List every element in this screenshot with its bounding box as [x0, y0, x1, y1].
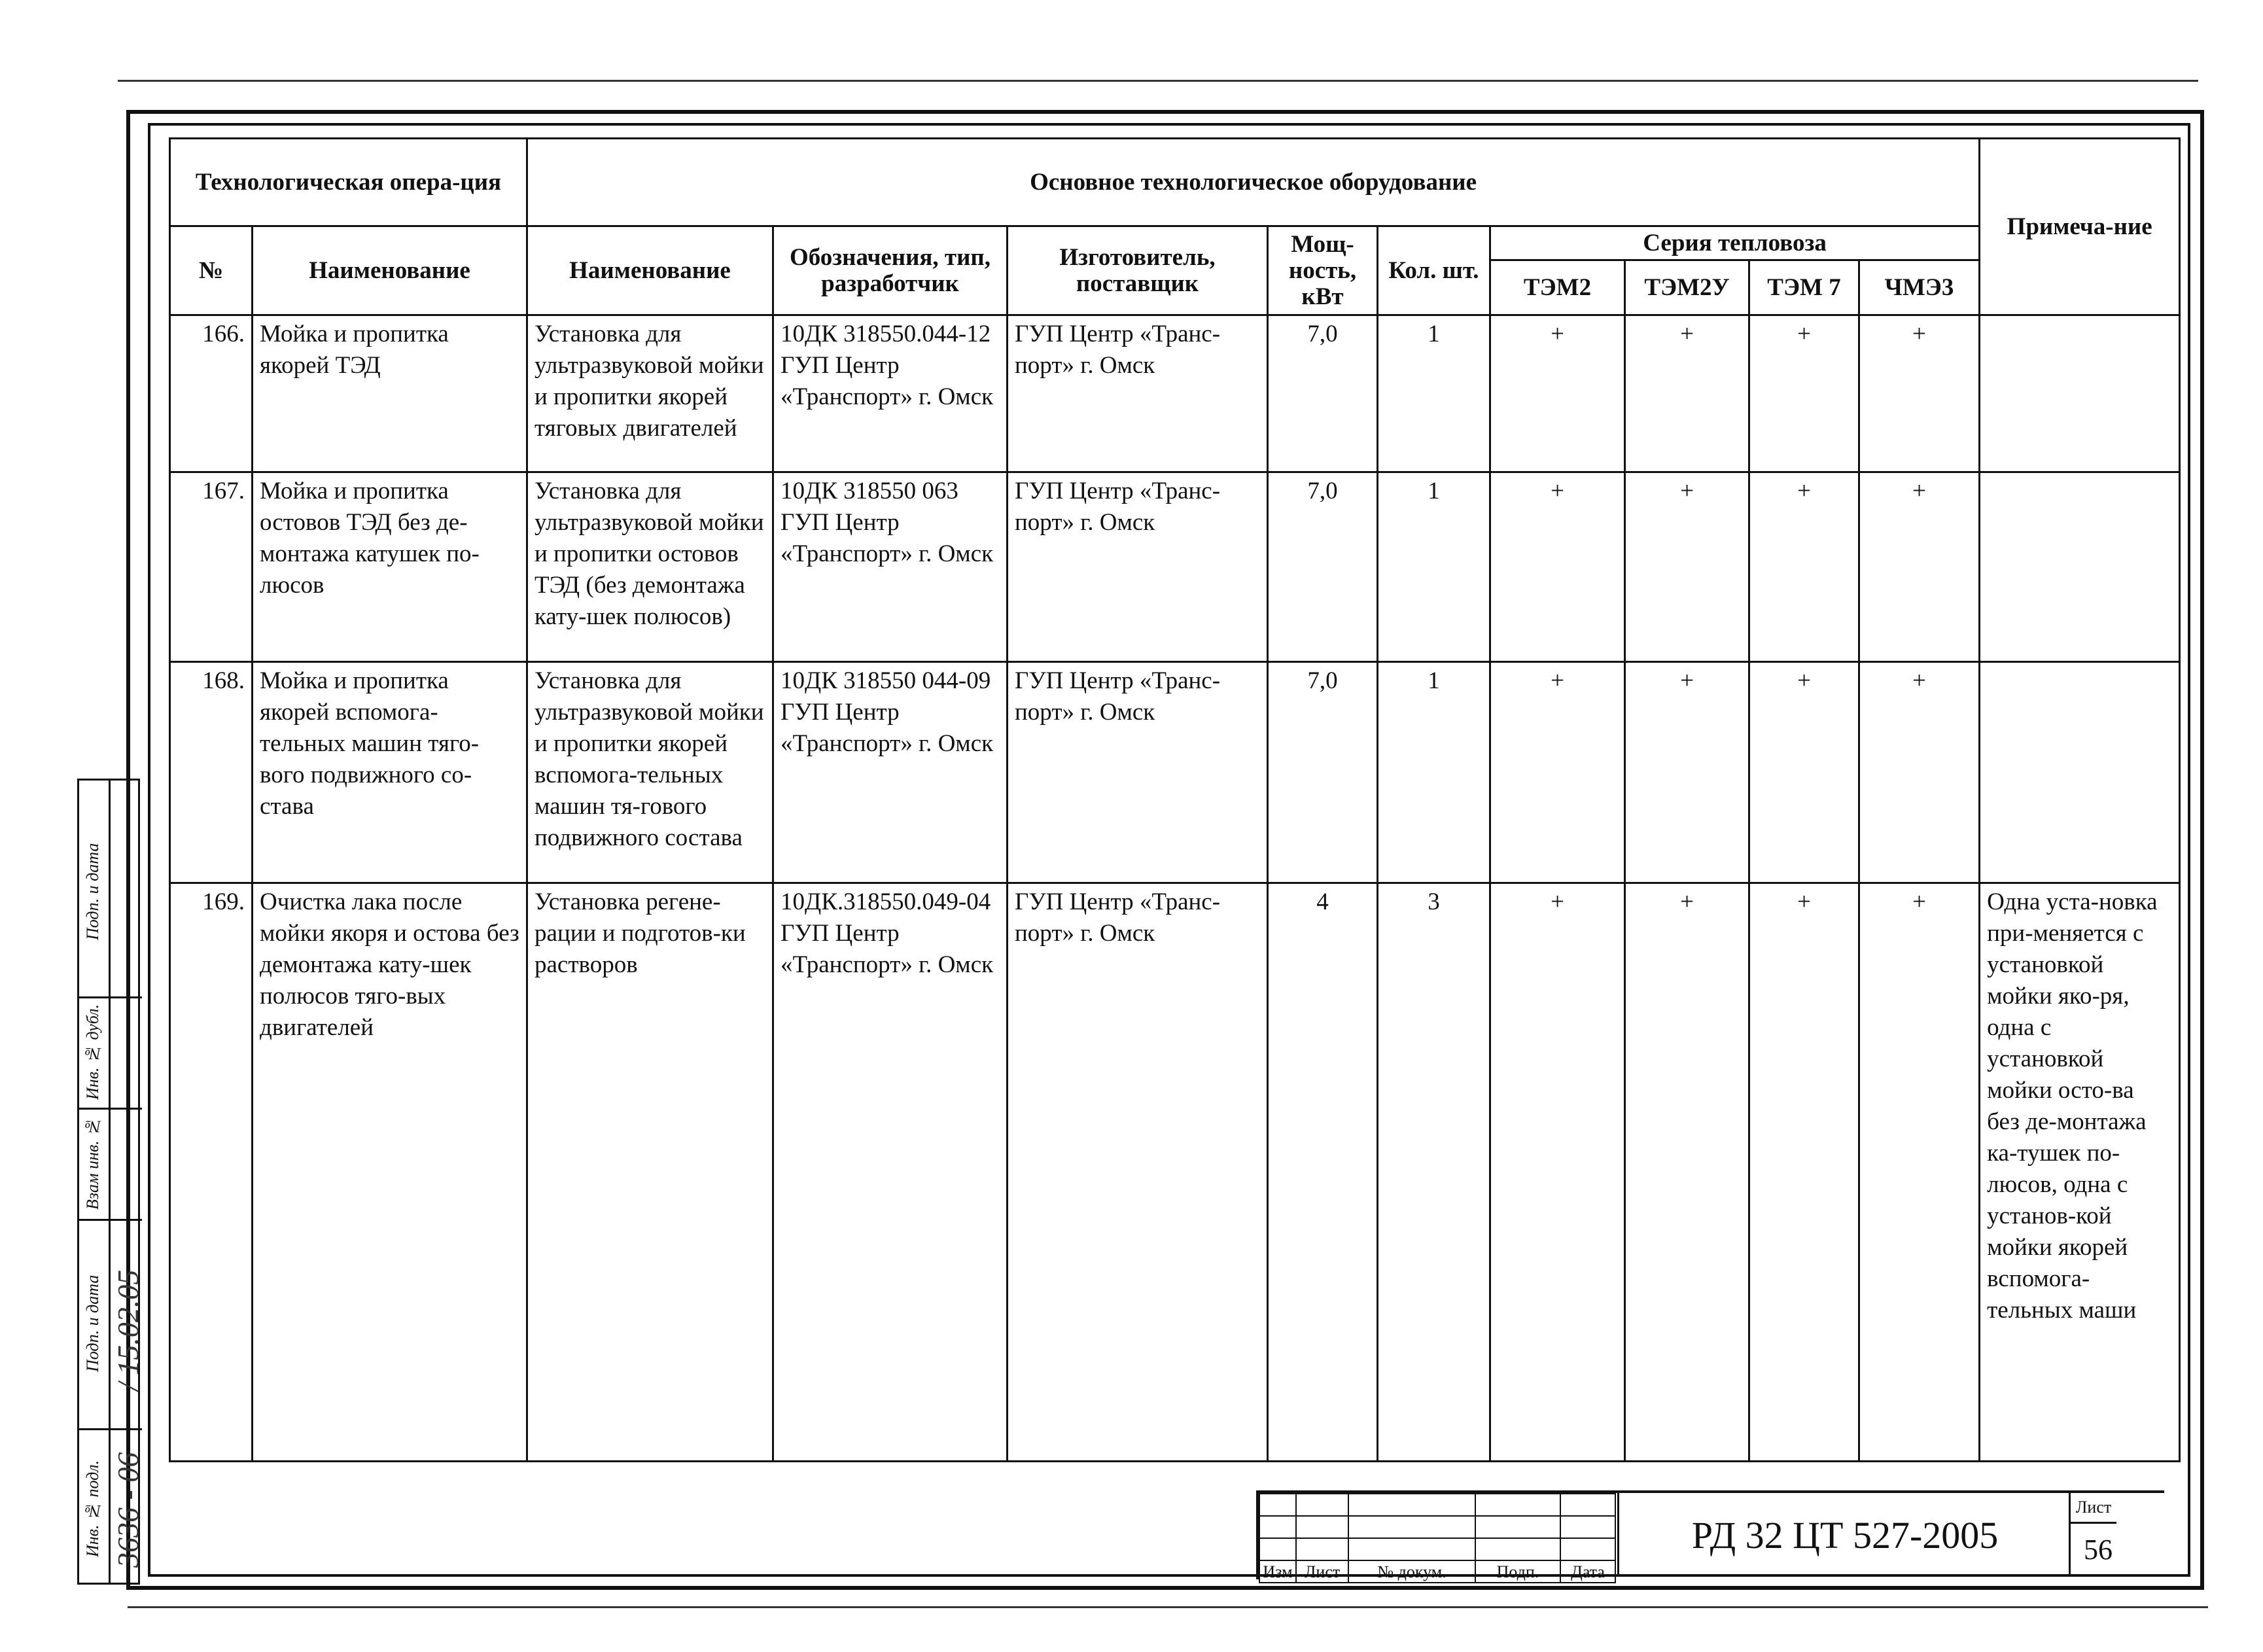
equipment-name: Установка для ультразвуковой мойки и пропитки остовов ТЭД (без демонтажа кату-шек полюсов)	[527, 472, 773, 662]
side-stamp-divider	[79, 1108, 142, 1110]
manufacturer: ГУП Центр «Транс-порт» г. Омск	[1008, 883, 1268, 1462]
side-stamp-divider	[79, 996, 142, 998]
mark-tem2: +	[1490, 662, 1625, 883]
side-stamp-divider	[79, 1428, 142, 1430]
mark-tem2: +	[1490, 472, 1625, 662]
mark-tem2u: +	[1625, 662, 1749, 883]
mark-tem2: +	[1490, 315, 1625, 472]
note	[1980, 315, 2180, 472]
side-label-replace-inv: Взам инв. №	[83, 1117, 102, 1210]
side-label-orig-inv: Инв. № подл.	[83, 1460, 102, 1558]
quantity: 1	[1378, 315, 1490, 472]
header-eq-name: Наименование	[527, 226, 773, 315]
header-note: Примеча-ние	[1980, 139, 2180, 315]
table-row	[170, 472, 2180, 662]
top-rule	[118, 80, 2198, 82]
header-tech-op: Технологическая опера-ция	[170, 139, 527, 226]
title-block	[1256, 1490, 2164, 1579]
equipment-name: Установка для ультразвуковой мойки и пропитки якорей вспомога-тельных машин тя-гового подвижного состава	[527, 662, 773, 883]
mark-chme3: +	[1859, 315, 1980, 472]
designation: 10ДК 318550 044-09 ГУП Центр «Транспорт» г. Омск	[773, 662, 1008, 883]
operation-name: Мойка и пропитка якорей вспомога-тельных машин тяго-вого подвижного со-става	[253, 662, 527, 883]
mark-chme3: +	[1859, 883, 1980, 1462]
header-row-1	[170, 139, 2180, 226]
power: 7,0	[1268, 315, 1378, 472]
header-designation: Обозначения, тип, разработчик	[773, 226, 1008, 315]
side-stamp	[77, 779, 145, 1585]
sheet-number: 56	[2084, 1534, 2113, 1566]
manufacturer: ГУП Центр «Транс-порт» г. Омск	[1008, 662, 1268, 883]
power: 4	[1268, 883, 1378, 1462]
side-label-sign-date: Подп. и дата	[83, 843, 102, 941]
operation-name: Очистка лака после мойки якоря и остова без демонтажа кату-шек полюсов тяго-вых двигателей	[253, 883, 527, 1462]
operation-name: Мойка и пропитка якорей ТЭД	[253, 315, 527, 472]
mark-chme3: +	[1859, 662, 1980, 883]
header-manufacturer: Изготовитель, поставщик	[1008, 226, 1268, 315]
table-row	[170, 662, 2180, 883]
quantity: 1	[1378, 662, 1490, 883]
mark-tem2: +	[1490, 883, 1625, 1462]
header-qty: Кол. шт.	[1378, 226, 1490, 315]
equipment-name: Установка регене-рации и подготов-ки растворов	[527, 883, 773, 1462]
mark-tem7: +	[1749, 883, 1859, 1462]
table-row	[170, 883, 2180, 1462]
row-number: 168.	[170, 662, 253, 883]
mark-tem2u: +	[1625, 472, 1749, 662]
handwritten-signature-date: / 15.02.05	[111, 1269, 145, 1391]
header-equipment: Основное технологическое оборудование	[527, 139, 1980, 226]
note	[1980, 662, 2180, 883]
bottom-rule	[128, 1606, 2208, 1608]
mark-tem7: +	[1749, 662, 1859, 883]
header-series-tem2u: ТЭМ2У	[1625, 260, 1749, 315]
header-series-chme3: ЧМЭ3	[1859, 260, 1980, 315]
quantity: 1	[1378, 472, 1490, 662]
designation: 10ДК 318550 063 ГУП Центр «Транспорт» г. Омск	[773, 472, 1008, 662]
equipment-name: Установка для ультразвуковой мойки и пропитки якорей тяговых двигателей	[527, 315, 773, 472]
note: Одна уста-новка при-меняется с установкой мойки яко-ря, одна с установкой мойки осто-ва без де-монтажа ка-тушек по-люсов, одна с установ-кой мойки якорей вспомога-тельных маши	[1980, 883, 2180, 1462]
row-number: 166.	[170, 315, 253, 472]
sheet-box	[2069, 1493, 2116, 1577]
side-label-dup-inv: Инв. № дубл.	[83, 1004, 102, 1100]
handwritten-inventory-number: 3636 - 06	[111, 1452, 145, 1568]
power: 7,0	[1268, 662, 1378, 883]
manufacturer: ГУП Центр «Транс-порт» г. Омск	[1008, 315, 1268, 472]
header-series-tem7: ТЭМ 7	[1749, 260, 1859, 315]
col-sheet: Лист	[1296, 1560, 1348, 1583]
mark-tem2u: +	[1625, 315, 1749, 472]
col-doc-number: № докум.	[1348, 1560, 1475, 1583]
header-power: Мощ-ность, кВт	[1268, 226, 1378, 315]
table-row	[170, 315, 2180, 472]
mark-tem2u: +	[1625, 883, 1749, 1462]
row-number: 167.	[170, 472, 253, 662]
document-code: РД 32 ЦТ 527-2005	[1617, 1493, 2071, 1577]
mark-chme3: +	[1859, 472, 1980, 662]
col-change: Изм	[1259, 1560, 1296, 1583]
quantity: 3	[1378, 883, 1490, 1462]
sheet-label: Лист	[2071, 1493, 2116, 1524]
equipment-table	[169, 137, 2181, 1462]
header-series: Серия тепловоза	[1490, 226, 1980, 260]
header-op-name: Наименование	[253, 226, 527, 315]
operation-name: Мойка и пропитка остовов ТЭД без де-монтажа катушек по-люсов	[253, 472, 527, 662]
manufacturer: ГУП Центр «Транс-порт» г. Омск	[1008, 472, 1268, 662]
designation: 10ДК 318550.044-12 ГУП Центр «Транспорт» г. Омск	[773, 315, 1008, 472]
designation: 10ДК.318550.049-04 ГУП Центр «Транспорт» г. Омск	[773, 883, 1008, 1462]
power: 7,0	[1268, 472, 1378, 662]
revision-grid	[1259, 1493, 1616, 1583]
header-num: №	[170, 226, 253, 315]
revision-grid-header	[1259, 1560, 1615, 1583]
mark-tem7: +	[1749, 472, 1859, 662]
mark-tem7: +	[1749, 315, 1859, 472]
side-label-sign-date-2: Подп. и дата	[83, 1274, 102, 1373]
header-series-tem2: ТЭМ2	[1490, 260, 1625, 315]
col-signature: Подп.	[1475, 1560, 1560, 1583]
note	[1980, 472, 2180, 662]
header-row-2	[170, 226, 2180, 260]
side-stamp-divider	[79, 1219, 142, 1221]
col-date: Дата	[1560, 1560, 1615, 1583]
row-number: 169.	[170, 883, 253, 1462]
